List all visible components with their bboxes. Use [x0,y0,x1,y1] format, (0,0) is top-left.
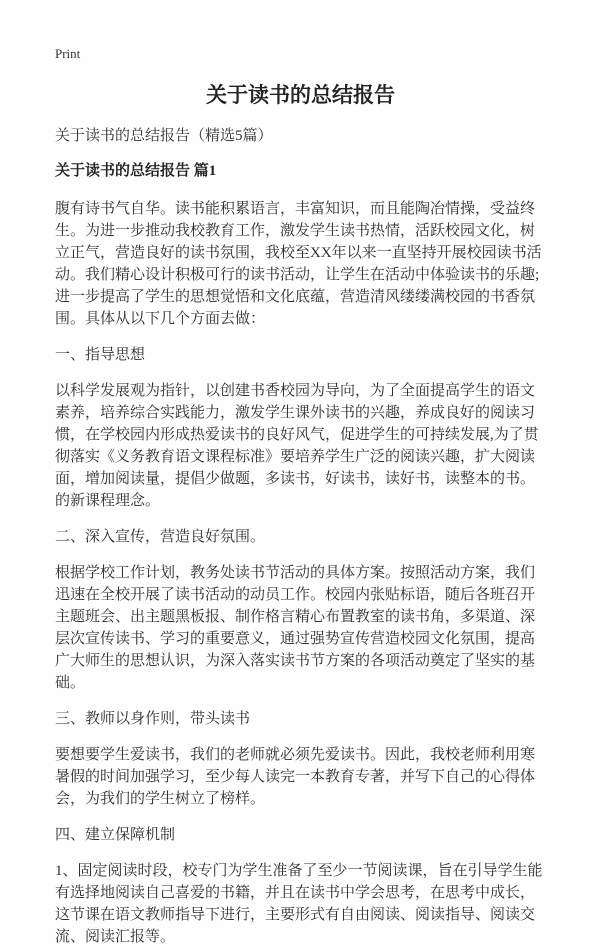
print-button[interactable]: Print [55,46,81,61]
article-heading: 关于读书的总结报告 篇1 [55,163,217,179]
section-heading-1: 一、指导思想 [55,347,146,363]
page-title: 关于读书的总结报告 [206,83,395,107]
section-body-1: 以科学发展观为指针，以创建书香校园为导向，为了全面提高学生的语文素养，培养综合实践能力，激发学生课外读书的兴趣，养成良好的阅读习惯，在学校园内形成热爱读书的良好风气，促进学生的可持续发展,为了贯彻落实《义务教育语文课程标准》要培养学生广泛的阅读兴趣，扩大阅读面，增加阅读量，提倡少做题，多读书，好读书，读好书，读整本的书。的新课程理念。 [55,383,539,509]
section-body-3: 要想要学生爱读书，我们的老师就必须先爱读书。因此，我校老师利用寒暑假的时间加强学习，至少每人读完一本教育专著，并写下自己的心得体会，为我们的学生树立了榜样。 [55,747,536,807]
section-heading-2: 二、深入宣传，营造良好氛围。 [55,529,266,545]
section-heading-3: 三、教师以身作则，带头读书 [55,711,251,727]
section-body-2: 根据学校工作计划，教务处读书节活动的具体方案。按照活动方案，我们迅速在全校开展了读书活动的动员工作。校园内张贴标语，随后各班召开主题班会、出主题黑板报、制作格言精心布置教室的读书角，多渠道、深层次宣传读书、学习的重要意义，通过强势宣传营造校园文化氛围，提高广大师生的思想认识，为深入落实读书节方案的各项活动奠定了坚实的基础。 [55,565,536,691]
document-subtitle: 关于读书的总结报告（精选5篇） [55,128,273,144]
section-heading-4: 四、建立保障机制 [55,827,176,843]
section-body-4: 1、固定阅读时段，校专门为学生准备了至少一节阅读课，旨在引导学生能有选择地阅读自己喜爱的书籍，并且在读书中学会思考，在思考中成长，这节课在语文教师指导下进行，主要形式有自由阅读、阅读指导、阅读交流、阅读汇报等。 [55,863,543,945]
intro-paragraph: 腹有诗书气自华。读书能积累语言，丰富知识，而且能陶冶情操，受益终生。为进一步推动我校教育工作，激发学生读书热情，活跃校园文化，树立正气，营造良好的读书氛围，我校至XX年以来一直坚持开展校园读书活动。我们精心设计积极可行的读书活动，让学生在活动中体验读书的乐趣;进一步提高了学生的思想觉悟和文化底蕴，营造清风缕缕满校园的书香氛围。具体从以下几个方面去做： [55,201,542,327]
